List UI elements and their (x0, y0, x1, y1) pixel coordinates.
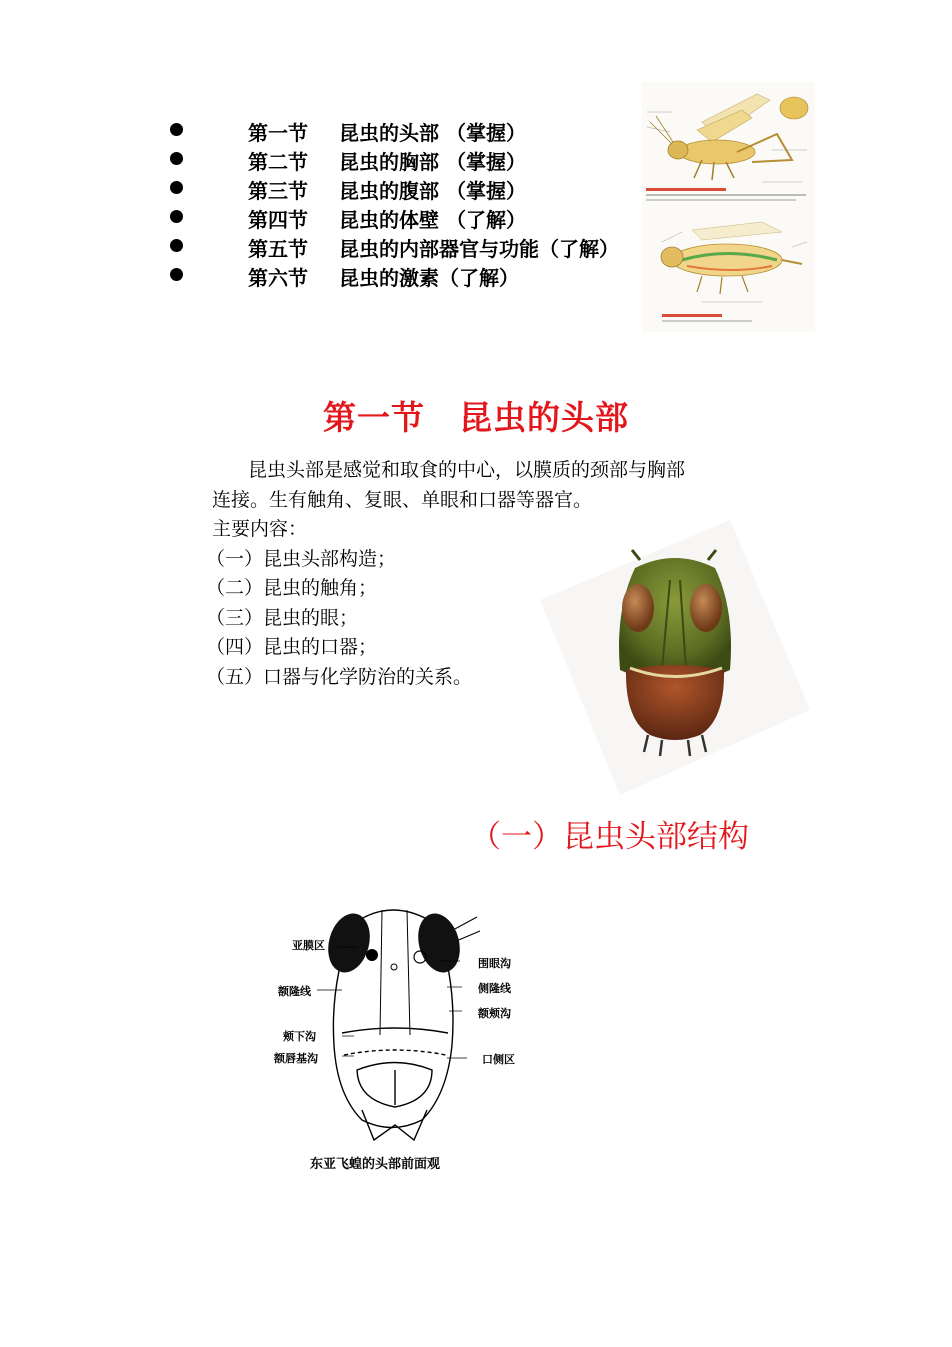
outline-section-title: 昆虫的头部 （掌握） (339, 121, 526, 145)
figure-label: 额唇基沟 (274, 1052, 318, 1065)
bullet-icon (170, 181, 183, 194)
outline-item (170, 116, 670, 145)
figure-label: 口侧区 (482, 1053, 515, 1066)
figure-caption: 东亚飞蝗的头部前面观 (310, 1157, 441, 1172)
outline-section-number: 第一节 (248, 121, 308, 145)
grasshopper-anatomy-figure (642, 82, 815, 332)
outline-section-number: 第三节 (248, 179, 308, 203)
contents-item: （五）口器与化学防治的关系。 (206, 665, 473, 688)
section-title: 第一节 昆虫的头部 (323, 398, 629, 437)
figure-label: 额隆线 (278, 985, 311, 998)
outline-item (170, 174, 670, 203)
contents-item: （四）昆虫的口器； (206, 636, 378, 658)
figure-label: 侧隆线 (478, 982, 511, 995)
outline-section-number: 第六节 (248, 266, 308, 290)
subsection-title: （一）昆虫头部结构 (470, 819, 749, 855)
outline-section-number: 第五节 (248, 237, 308, 261)
outline-section-title: 昆虫的激素（了解） (339, 266, 519, 290)
outline-item (170, 261, 670, 290)
contents-item: （二）昆虫的触角； (206, 577, 378, 599)
intro-line: 连接。生有触角、复眼、单眼和口器等器官。 (212, 488, 593, 511)
outline-section-number: 第四节 (248, 208, 308, 232)
outline-section-title: 昆虫的腹部 （掌握） (339, 179, 526, 203)
figure-label: 额颊沟 (478, 1007, 511, 1020)
figure-label: 围眼沟 (478, 957, 511, 970)
outline-section-title: 昆虫的胸部 （掌握） (339, 150, 526, 174)
outline-section-number: 第二节 (248, 150, 308, 174)
contents-item: （一）昆虫头部构造； (206, 547, 397, 570)
insect-head-photo (540, 520, 810, 795)
bullet-icon (170, 210, 183, 223)
contents-label: 主要内容： (212, 518, 308, 540)
outline-item (170, 203, 670, 232)
outline-item (170, 232, 670, 261)
outline-section-title: 昆虫的体壁 （了解） (339, 208, 526, 232)
contents-item: （三）昆虫的眼； (206, 606, 359, 629)
outline-item (170, 145, 670, 174)
bullet-icon (170, 268, 183, 281)
bullet-icon (170, 152, 183, 165)
chapter-outline (170, 116, 670, 290)
figure-label: 亚膜区 (292, 939, 325, 952)
intro-line: 昆虫头部是感觉和取食的中心，以膜质的颈部与胸部 (248, 459, 686, 481)
bullet-icon (170, 239, 183, 252)
figure-label: 颊下沟 (283, 1030, 316, 1043)
outline-section-title: 昆虫的内部器官与功能（了解） (339, 237, 619, 261)
bullet-icon (170, 123, 183, 136)
